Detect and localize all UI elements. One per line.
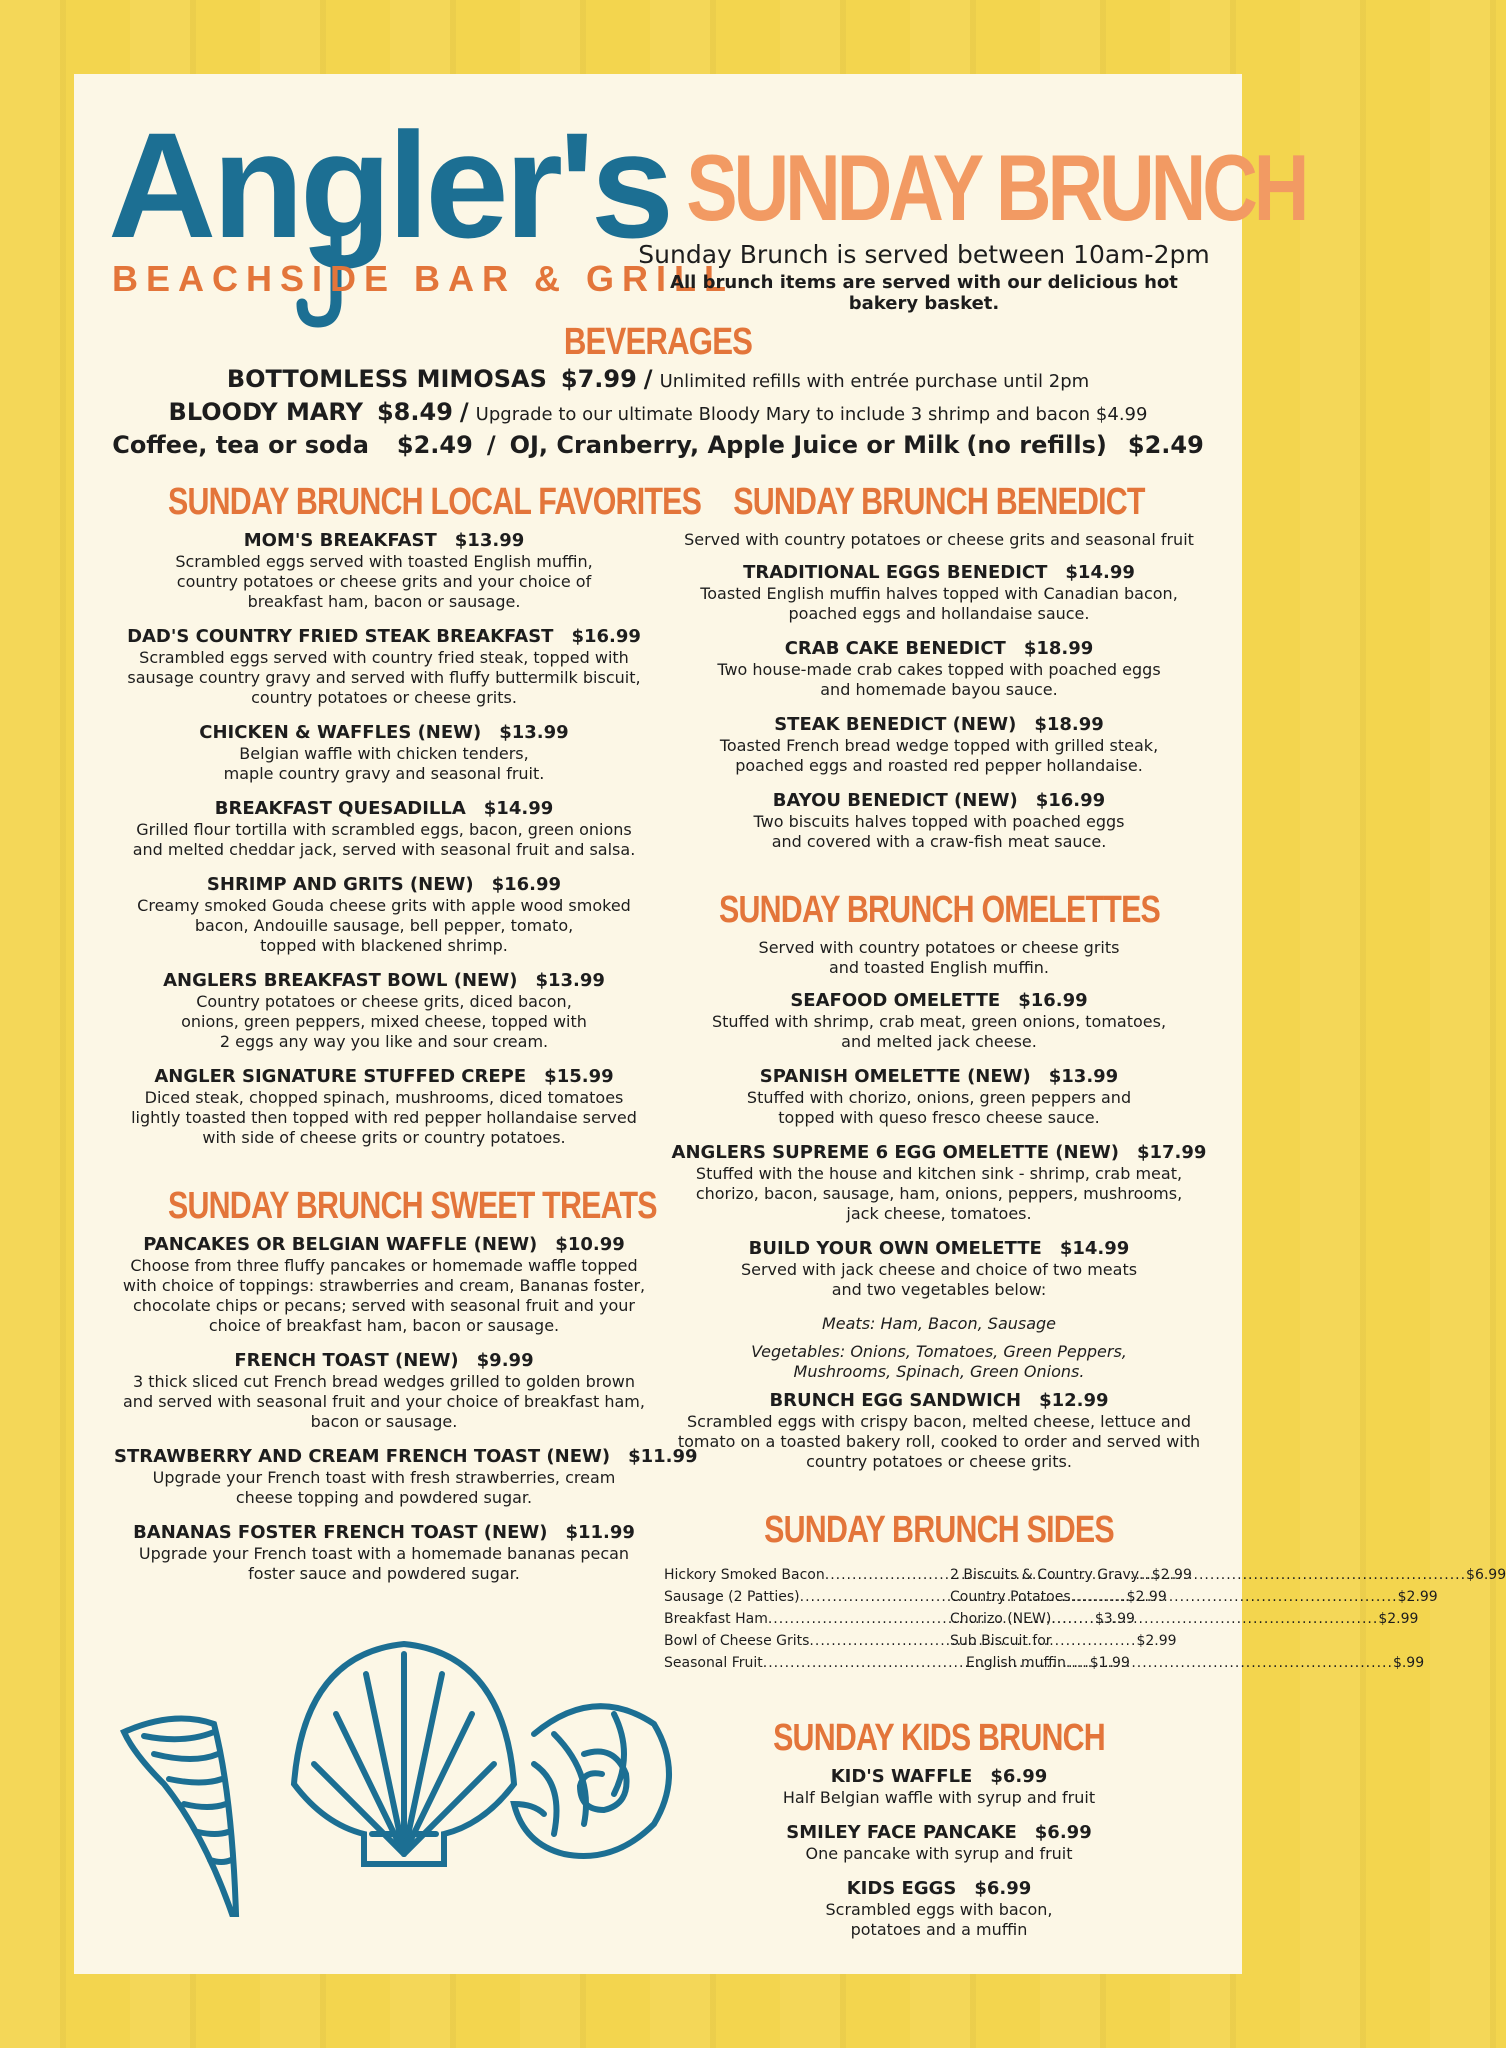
side-item <box>950 1608 1419 1630</box>
item-desc: 3 thick sliced cut French bread wedges grilled to golden brown and served with seasonal fruit and your choice of breakfast ham, bacon or sausage. <box>123 1372 645 1431</box>
item-desc: Choose from three fluffy pancakes or homemade waffle topped with choice of toppings: strawberries and cream, Bananas foster, chocolate chips or pecans; served with seasonal fruit and your choice of breakfast ham, bacon or sausage. <box>122 1256 646 1335</box>
item-price: $13.99 <box>499 722 569 743</box>
item-price: $16.99 <box>1018 990 1088 1011</box>
item-name: BREAKFAST QUESADILLA <box>214 798 466 819</box>
menu-card <box>74 74 1506 1974</box>
item-desc: Scrambled eggs served with country fried steak, topped with sausage country gravy and served with fluffy buttermilk biscuit, country potatoes or cheese grits. <box>127 648 641 707</box>
serving-hours: Sunday Brunch is served between 10am-2pm <box>638 240 1210 269</box>
side-name: English muffin <box>966 1655 1066 1671</box>
side-name: Sub Biscuit for <box>950 1633 1052 1649</box>
menu-item <box>664 1142 1214 1224</box>
menu-item <box>664 790 1214 852</box>
menu-item <box>664 990 1214 1052</box>
scallop-shell-icon <box>294 1644 514 1864</box>
item-name: KID'S WAFFLE <box>830 1766 973 1787</box>
item-price: $18.99 <box>1034 714 1104 735</box>
left-column <box>114 478 702 1598</box>
menu-item <box>664 562 1214 624</box>
logo-subtitle: BEACHSIDE BAR & GRILL <box>112 258 735 299</box>
beverages-title: BEVERAGES <box>563 321 753 363</box>
item-price: $14.99 <box>483 798 554 819</box>
item-desc: Toasted French bread wedge topped with grilled steak, poached eggs and roasted red pepper hollandaise. <box>719 736 1159 775</box>
item-price: $12.99 <box>1039 1390 1109 1411</box>
menu-item <box>114 798 654 860</box>
beverage-price: $2.49 <box>1127 431 1204 459</box>
side-price: $.99 <box>1392 1655 1425 1671</box>
item-name: ANGLERS BREAKFAST BOWL (NEW) <box>163 970 518 991</box>
menu-item <box>114 530 654 612</box>
separator: / <box>486 431 496 459</box>
item-desc: Served with jack cheese and choice of two meats and two vegetables below: <box>740 1260 1138 1299</box>
omelettes-list <box>664 990 1214 1300</box>
side-item <box>950 1630 1214 1652</box>
side-name: Seasonal Fruit <box>664 1655 763 1671</box>
item-desc: Creamy smoked Gouda cheese grits with apple wood smoked bacon, Andouille sausage, bell pepper, tomato, topped with blackened shrimp. <box>137 896 631 955</box>
menu-item <box>114 1350 654 1432</box>
menu-item <box>114 1234 654 1336</box>
omelettes-title: SUNDAY BRUNCH OMELETTES <box>719 889 1161 931</box>
beverages-section <box>74 320 1242 462</box>
beverage-line <box>74 364 1242 397</box>
item-name: STEAK BENEDICT (NEW) <box>774 714 1017 735</box>
item-name: KIDS EGGS <box>846 1878 957 1899</box>
item-name: BAYOU BENEDICT (NEW) <box>772 790 1018 811</box>
side-price: $2.99 <box>1378 1611 1419 1627</box>
note-line: and toasted English muffin. <box>828 958 1050 977</box>
benedict-title: SUNDAY BRUNCH BENEDICT <box>733 481 1145 523</box>
item-desc: Upgrade your French toast with a homemade bananas pecan foster sauce and powdered sugar. <box>138 1544 630 1583</box>
sweet-treats-list <box>114 1234 698 1584</box>
shells-illustration <box>114 1614 754 1974</box>
item-price: $16.99 <box>571 626 641 647</box>
note-line: Served with country potatoes or cheese grits <box>758 938 1120 957</box>
beverage-line <box>74 430 1242 462</box>
meats-options: Meats: Ham, Bacon, Sausage <box>821 1314 1057 1333</box>
separator: / <box>459 398 469 426</box>
item-desc: Half Belgian waffle with syrup and fruit <box>782 1788 1096 1807</box>
item-name: STRAWBERRY AND CREAM FRENCH TOAST (NEW) <box>114 1446 611 1467</box>
beverage-name: OJ, Cranberry, Apple Juice or Milk <box>509 431 960 459</box>
item-desc: Scrambled eggs with bacon, potatoes and a muffin <box>825 1900 1053 1939</box>
item-desc: Diced steak, chopped spinach, mushrooms, diced tomatoes lightly toasted then topped with red pepper hollandaise served with side of cheese grits or country potatoes. <box>131 1088 637 1147</box>
side-price: $6.99 <box>1466 1567 1506 1583</box>
local-favorites-list <box>114 530 654 1148</box>
side-price: $2.99 <box>1126 1589 1167 1605</box>
kids-title: SUNDAY KIDS BRUNCH <box>773 1717 1105 1759</box>
side-item <box>950 1652 1425 1674</box>
item-price: $14.99 <box>1065 562 1135 583</box>
item-name: PANCAKES OR BELGIAN WAFFLE (NEW) <box>143 1234 538 1255</box>
item-price: $6.99 <box>1034 1822 1092 1843</box>
menu-item <box>114 1446 698 1508</box>
side-price: $2.99 <box>1397 1589 1438 1605</box>
side-name: 2 Biscuits & Country Gravy <box>950 1567 1140 1583</box>
item-name: BUILD YOUR OWN OMELETTE <box>748 1238 1042 1259</box>
side-price: $2.99 <box>1136 1633 1177 1649</box>
sides-right-column <box>950 1564 1506 1674</box>
side-price: $1.99 <box>1089 1655 1130 1671</box>
item-price: $13.99 <box>454 530 525 551</box>
item-name: SPANISH OMELETTE (NEW) <box>759 1066 1031 1087</box>
menu-item <box>114 626 654 708</box>
item-name: TRADITIONAL EGGS BENEDICT <box>743 562 1048 583</box>
item-price: $14.99 <box>1059 1238 1130 1259</box>
item-name: BRUNCH EGG SANDWICH <box>769 1390 1022 1411</box>
benedict-note: Served with country potatoes or cheese grits and seasonal fruit <box>684 530 1194 549</box>
item-name: SEAFOOD OMELETTE <box>790 990 1001 1011</box>
item-price: $10.99 <box>555 1234 625 1255</box>
item-desc: Stuffed with chorizo, onions, green peppers and topped with queso fresco cheese sauce. <box>746 1088 1132 1127</box>
item-price: $11.99 <box>565 1522 635 1543</box>
item-name: CHICKEN & WAFFLES (NEW) <box>199 722 482 743</box>
item-desc: Two biscuits halves topped with poached eggs and covered with a craw-fish meat sauce. <box>753 812 1125 851</box>
item-desc: Toasted English muffin halves topped with Canadian bacon, poached eggs and hollandaise sauce. <box>700 584 1178 623</box>
side-name: Chorizo (NEW) <box>950 1611 1052 1627</box>
local-favorites-title: SUNDAY BRUNCH LOCAL FAVORITES <box>168 481 702 523</box>
sides-title: SUNDAY BRUNCH SIDES <box>764 1509 1114 1551</box>
benedict-list <box>664 562 1214 852</box>
bakery-basket-note: All brunch items are served with our delicious hot bakery basket. <box>670 272 1178 314</box>
item-desc: Country potatoes or cheese grits, diced bacon, onions, green peppers, mixed cheese, topped with 2 eggs any way you like and sour cream. <box>181 992 587 1051</box>
beverage-price: $2.49 <box>396 431 473 459</box>
item-desc: Stuffed with the house and kitchen sink - shrimp, crab meat, chorizo, bacon, sausage, ham, onions, peppers, mushrooms, jack cheese, tomatoes. <box>695 1164 1183 1223</box>
side-item <box>950 1586 1438 1608</box>
item-price: $6.99 <box>990 1766 1048 1787</box>
side-name: Sausage (2 Patties) <box>664 1589 800 1605</box>
menu-item <box>664 714 1214 776</box>
item-name: BANANAS FOSTER FRENCH TOAST (NEW) <box>133 1522 548 1543</box>
beverage-price: $7.99 <box>560 365 637 393</box>
item-price: $17.99 <box>1136 1142 1207 1163</box>
menu-item <box>114 874 654 956</box>
page-title: SUNDAY BRUNCH <box>686 135 1306 240</box>
vegetable-line: Mushrooms, Spinach, Green Onions. <box>793 1362 1085 1381</box>
item-price: $18.99 <box>1023 638 1094 659</box>
side-name: Breakfast Ham <box>664 1611 768 1627</box>
side-name: Hickory Smoked Bacon <box>664 1567 825 1583</box>
item-price: $11.99 <box>628 1446 698 1467</box>
item-price: $9.99 <box>476 1350 534 1371</box>
menu-header <box>74 74 1306 314</box>
beverage-name: BOTTOMLESS MIMOSAS <box>226 365 547 393</box>
omelettes-note <box>664 938 1214 978</box>
beverage-name: Coffee, tea or soda <box>112 431 369 459</box>
logo-word: Angler's <box>108 101 671 269</box>
side-name: Bowl of Cheese Grits <box>664 1633 810 1649</box>
item-name: FRENCH TOAST (NEW) <box>234 1350 459 1371</box>
vegetable-line: Vegetables: Onions, Tomatoes, Green Peppers, <box>751 1342 1127 1361</box>
item-desc: Grilled flour tortilla with scrambled eggs, bacon, green onions and melted cheddar jack, served with seasonal fruit and salsa. <box>132 820 636 859</box>
item-name: DAD'S COUNTRY FRIED STEAK BREAKFAST <box>127 626 554 647</box>
item-price: $13.99 <box>1048 1066 1119 1087</box>
beverage-line <box>74 397 1242 430</box>
menu-item <box>664 1238 1214 1300</box>
side-item <box>950 1564 1506 1586</box>
vegetable-options <box>664 1342 1214 1382</box>
beverage-price: $8.49 <box>376 398 453 426</box>
item-desc: Two house-made crab cakes topped with poached eggs and homemade bayou sauce. <box>717 660 1161 699</box>
spiral-shell-icon <box>124 1719 236 1914</box>
item-name: ANGLER SIGNATURE STUFFED CREPE <box>154 1066 527 1087</box>
item-desc: Belgian waffle with chicken tenders, maple country gravy and seasonal fruit. <box>223 744 545 783</box>
side-name: Country Potatoes <box>950 1589 1071 1605</box>
separator: / <box>643 365 653 393</box>
item-price: $15.99 <box>544 1066 614 1087</box>
menu-item <box>114 1522 654 1584</box>
item-price: $16.99 <box>491 874 562 895</box>
item-name: SHRIMP AND GRITS (NEW) <box>206 874 474 895</box>
item-name: CRAB CAKE BENEDICT <box>784 638 1006 659</box>
side-price: $3.99 <box>1094 1611 1135 1627</box>
anglers-logo <box>108 101 735 300</box>
side-price: $2.99 <box>1151 1567 1192 1583</box>
item-price: $16.99 <box>1035 790 1106 811</box>
menu-item <box>664 1390 1214 1472</box>
menu-item <box>114 1066 654 1148</box>
item-name: MOM'S BREAKFAST <box>243 530 437 551</box>
menu-item <box>664 1066 1214 1128</box>
item-name: SMILEY FACE PANCAKE <box>786 1822 1017 1843</box>
menu-item <box>664 638 1214 700</box>
beverage-note: (no refills) <box>966 431 1107 459</box>
item-desc: Stuffed with shrimp, crab meat, green onions, tomatoes, and melted jack cheese. <box>711 1012 1167 1051</box>
beverage-desc: Unlimited refills with entrée purchase until 2pm <box>659 371 1090 392</box>
nautilus-shell-icon <box>514 1706 669 1856</box>
menu-item <box>114 970 654 1052</box>
sweet-treats-title: SUNDAY BRUNCH SWEET TREATS <box>168 1185 657 1227</box>
beverage-name: BLOODY MARY <box>168 398 363 426</box>
item-desc: One pancake with syrup and fruit <box>805 1844 1073 1863</box>
menu-item <box>114 722 654 784</box>
item-price: $13.99 <box>535 970 605 991</box>
beverage-desc: Upgrade to our ultimate Bloody Mary to include 3 shrimp and bacon $4.99 <box>475 404 1148 425</box>
item-price: $6.99 <box>974 1878 1032 1899</box>
item-desc: Scrambled eggs with crispy bacon, melted cheese, lettuce and tomato on a toasted bakery roll, cooked to order and served with country potatoes or cheese grits. <box>677 1412 1201 1471</box>
item-desc: Upgrade your French toast with fresh strawberries, cream cheese topping and powdered sugar. <box>152 1468 616 1507</box>
item-name: ANGLERS SUPREME 6 EGG OMELETTE (NEW) <box>671 1142 1119 1163</box>
item-desc: Scrambled eggs served with toasted English muffin, country potatoes or cheese grits and your choice of breakfast ham, bacon or sausage. <box>175 552 593 611</box>
